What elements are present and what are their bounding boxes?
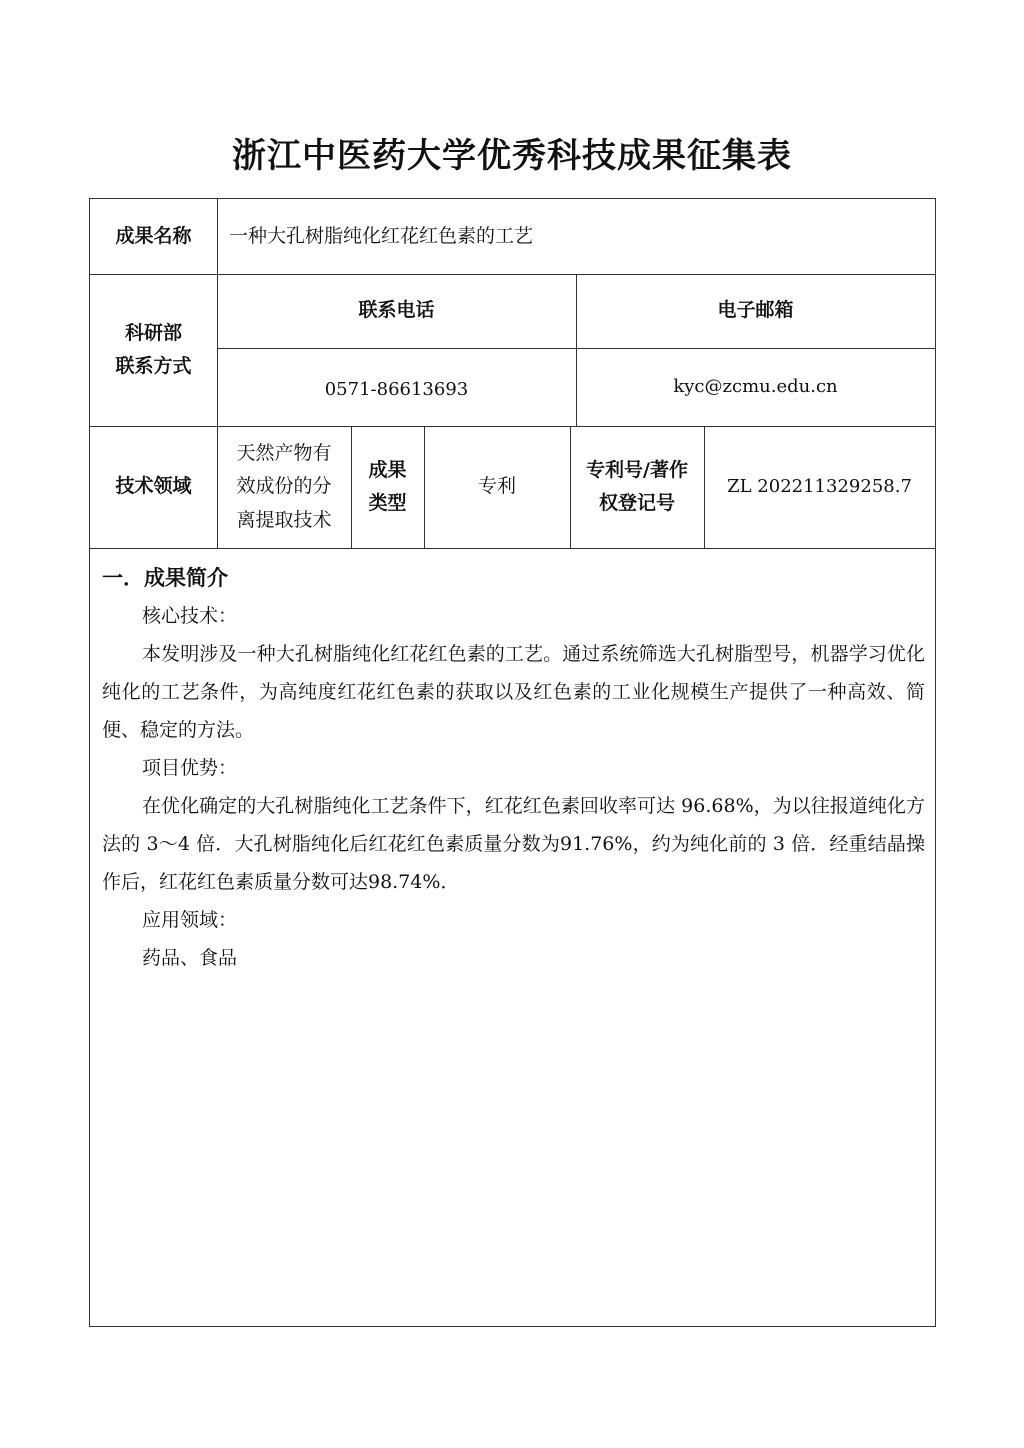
email-header: 电子邮箱 xyxy=(717,299,794,322)
contact-label xyxy=(90,274,217,426)
form-table xyxy=(89,198,936,1327)
core-tech-text: 本发明涉及一种大孔树脂纯化红花红色素的工艺。通过系统筛选大孔树脂型号，机器学习优化纯化的工艺条件，为高纯度红花红色素的获取以及红色素的工业化规模生产提供了一种高效、简便、稳定的方法。 xyxy=(102,643,925,741)
result-name-value: 一种大孔树脂纯化红花红色素的工艺 xyxy=(229,224,534,247)
tech-field-value xyxy=(217,426,351,548)
result-type-value: 专利 xyxy=(477,475,516,498)
advantage-heading: 项目优势： xyxy=(142,757,238,779)
result-type-label-line: 类型 xyxy=(368,492,407,514)
summary-section xyxy=(90,549,935,977)
contact-label-line2: 联系方式 xyxy=(115,355,192,377)
page-title: 浙江中医药大学优秀科技成果征集表 xyxy=(232,136,792,176)
tech-field-line: 效成份的分 xyxy=(236,475,332,498)
patent-label xyxy=(570,426,704,548)
result-type-label-line: 成果 xyxy=(368,458,407,481)
tech-field-label: 技术领域 xyxy=(115,475,192,498)
contact-label-line1: 科研部 xyxy=(124,321,182,344)
phone-header: 联系电话 xyxy=(358,299,435,322)
email-value: kyc@zcmu.edu.cn xyxy=(673,376,838,398)
tech-field-line: 天然产物有 xyxy=(236,442,332,465)
application-text: 药品、食品 xyxy=(142,947,238,969)
result-type-label xyxy=(351,426,424,548)
phone-value: 0571-86613693 xyxy=(324,379,469,401)
application-heading: 应用领域： xyxy=(142,909,238,931)
patent-label-line: 专利号/著作 xyxy=(586,458,688,481)
advantage-text: 在优化确定的大孔树脂纯化工艺条件下，红花红色素回收率可达 96.68%，为以往报道纯化方法的 3～4 倍．大孔树脂纯化后红花红色素质量分数为91.76%，约为纯化前的 3 倍．经重结晶操作后，红花红色素质量分数可达98.74%． xyxy=(102,795,925,893)
core-tech-heading: 核心技术： xyxy=(142,605,238,627)
result-name-label: 成果名称 xyxy=(115,224,192,247)
patent-label-line: 权登记号 xyxy=(598,492,675,514)
summary-title: 一．成果简介 xyxy=(102,566,228,590)
patent-value: ZL 202211329258.7 xyxy=(727,476,912,498)
tech-field-line: 离提取技术 xyxy=(236,508,332,531)
